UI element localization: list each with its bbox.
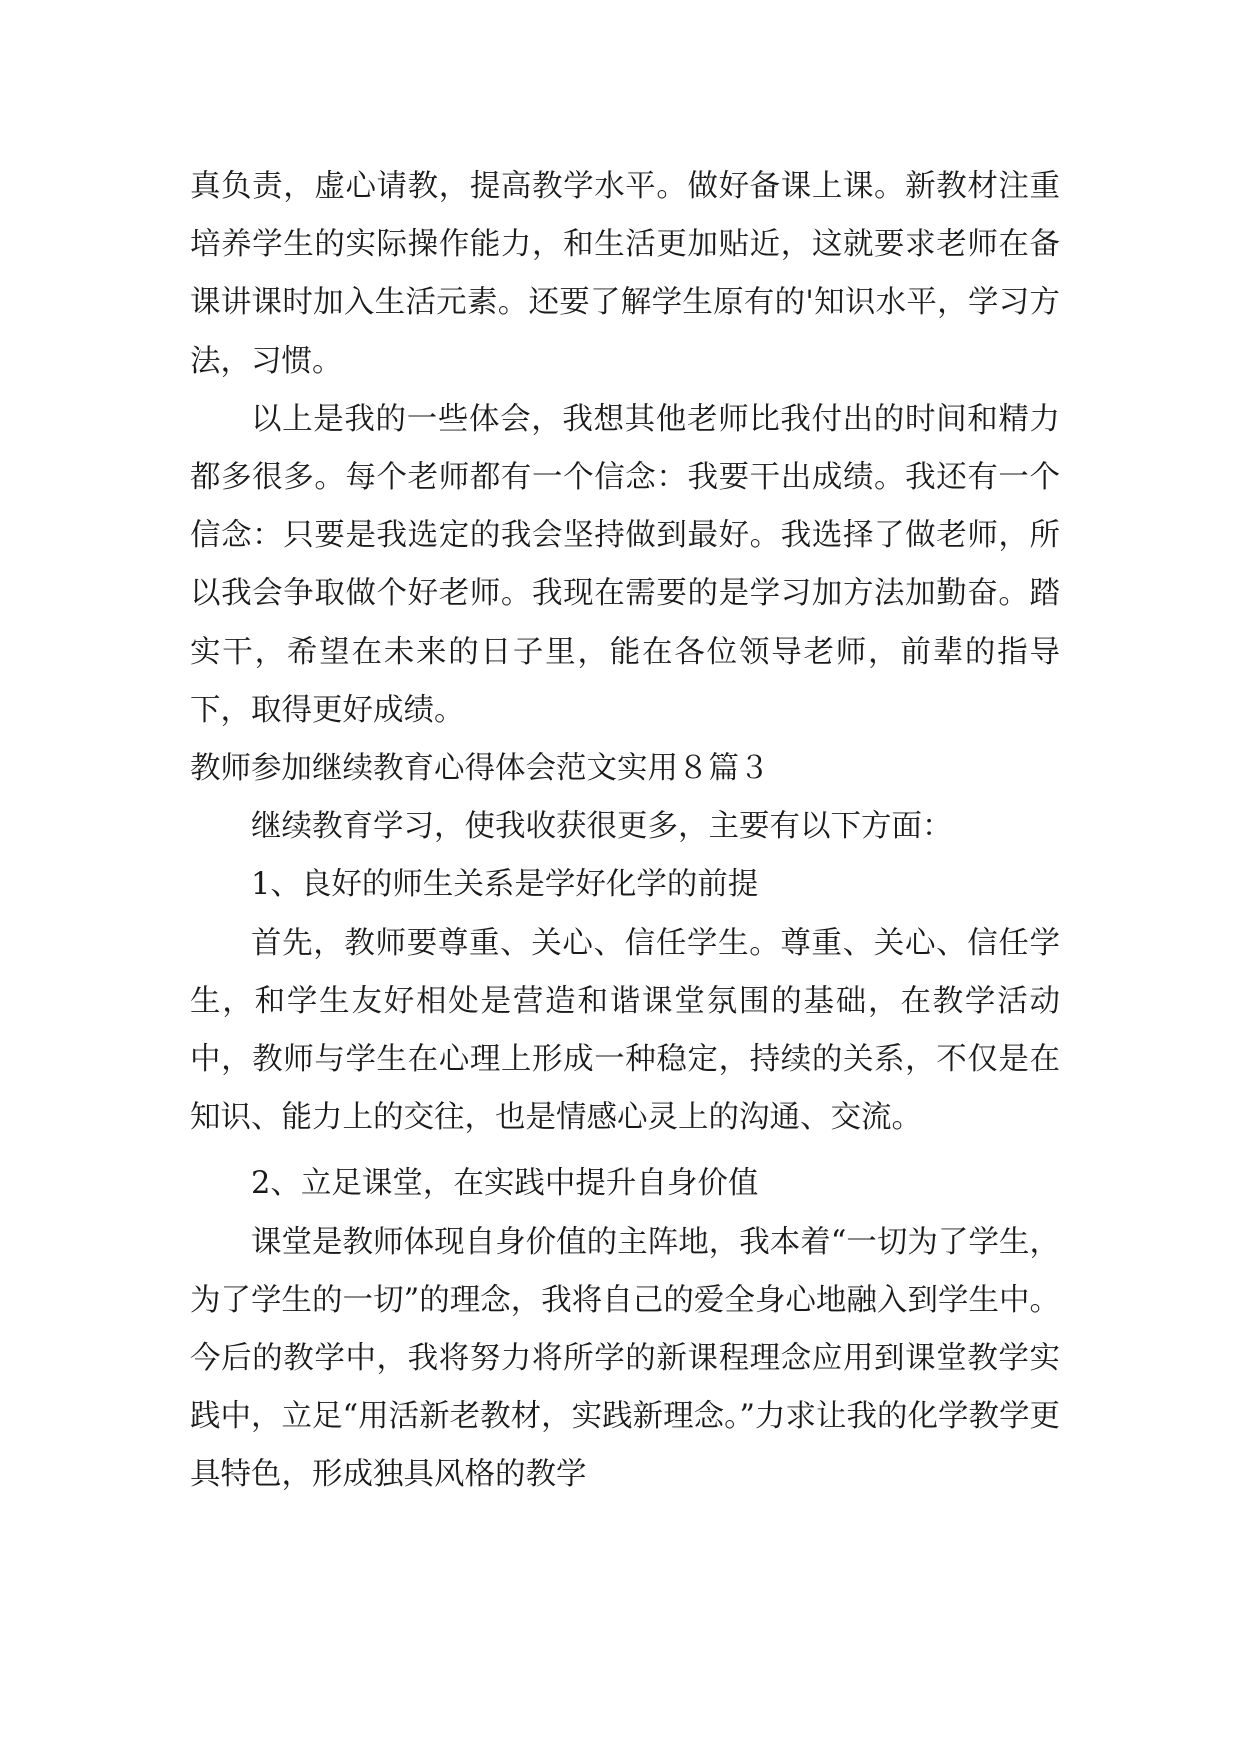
paragraph-intro: 继续教育学习，使我收获很更多，主要有以下方面： xyxy=(251,809,953,845)
document-page xyxy=(190,158,1060,1505)
paragraph-classroom: 课堂是教师体现自身价值的主阵地，我本着“一切为了学生，为了学生的一切”的理念，我将自己的爱全身心地融入到学生中。今后的教学中，我将努力将所学的新课程理念应用到课堂教学实践中，立足“用活新老教材，实践新理念。”力求让我的化学教学更具特色，形成独具风格的教学 xyxy=(190,1224,1060,1493)
paragraph-continuation: 真负责，虚心请教，提高教学水平。做好备课上课。新教材注重培养学生的实际操作能力，和生活更加贴近，这就要求老师在备课讲课时加入生活元素。还要了解学生原有的'知识水平，学习方法，习惯。 xyxy=(190,169,1060,379)
paragraph-relationship: 首先，教师要尊重、关心、信任学生。尊重、关心、信任学生，和学生友好相处是营造和谐课堂氛围的基础，在教学活动中，教师与学生在心理上形成一种稳定，持续的关系，不仅是在知识、能力上的交往，也是情感心灵上的沟通、交流。 xyxy=(190,925,1060,1136)
list-item-heading-2: 2、立足课堂，在实践中提升自身价值 xyxy=(251,1166,759,1202)
section-heading: 教师参加继续教育心得体会范文实用８篇３ xyxy=(190,751,770,787)
list-item-heading-1: 1、良好的师生关系是学好化学的前提 xyxy=(251,867,759,903)
paragraph-reflection: 以上是我的一些体会，我想其他老师比我付出的时间和精力都多很多。每个老师都有一个信念：我要干出成绩。我还有一个信念：只要是我选定的我会坚持做到最好。我选择了做老师，所以我会争取做个好老师。我现在需要的是学习加方法加勤奋。踏实干，希望在未来的日子里，能在各位领导老师，前辈的指导下，取得更好成绩。 xyxy=(190,401,1060,728)
